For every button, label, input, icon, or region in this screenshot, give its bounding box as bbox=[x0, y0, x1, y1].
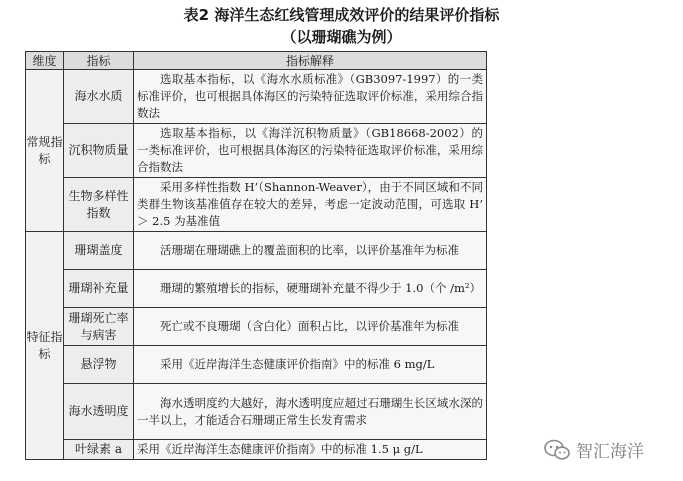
indicator-cell: 沉积物质量 bbox=[64, 124, 134, 178]
explanation-cell bbox=[134, 124, 487, 178]
wechat-logo-icon bbox=[544, 439, 570, 461]
table-row bbox=[26, 346, 487, 384]
indicator-cell: 珊瑚盖度 bbox=[64, 232, 134, 270]
explanation-cell bbox=[134, 384, 487, 440]
table-row bbox=[26, 232, 487, 270]
table-title: 表2 海洋生态红线管理成效评价的结果评价指标 bbox=[183, 6, 500, 24]
explanation-text: 采用《近岸海洋生态健康评价指南》中的标准 6 mg/L bbox=[160, 357, 435, 371]
explanation-cell bbox=[134, 70, 487, 124]
indicator-cell: 海水水质 bbox=[64, 70, 134, 124]
category-cell: 特征指标 bbox=[26, 232, 64, 460]
table-row bbox=[26, 440, 487, 460]
table-title-block bbox=[0, 4, 683, 48]
evaluation-table bbox=[25, 51, 487, 460]
table-row bbox=[26, 308, 487, 346]
indicator-cell: 珊瑚死亡率与病害 bbox=[64, 308, 134, 346]
explanation-text: 海水透明度约大越好，海水透明度应超过石珊瑚生长区域水深的一半以上，才能适合石珊瑚正常生长发育需求 bbox=[137, 395, 483, 427]
explanation-text: 珊瑚的繁殖增长的指标，硬珊瑚补充量不得少于 1.0（个 /m²） bbox=[160, 281, 481, 295]
indicator-cell: 生物多样性指数 bbox=[64, 178, 134, 232]
explanation-text: 活珊瑚在珊瑚礁上的覆盖面积的比率，以评价基准年为标准 bbox=[160, 243, 459, 257]
table-row bbox=[26, 178, 487, 232]
explanation-cell bbox=[134, 270, 487, 308]
table-row bbox=[26, 384, 487, 440]
indicator-cell: 珊瑚补充量 bbox=[64, 270, 134, 308]
watermark-text: 智汇海洋 bbox=[576, 442, 644, 462]
header-indicator: 指标 bbox=[64, 52, 134, 70]
explanation-text: 选取基本指标，以《海水水质标准》（GB3097-1997）的一类标准评价，也可根据具体海区的污染特征选取评价标准，采用综合指数法 bbox=[137, 72, 483, 120]
explanation-text: 选取基本指标，以《海洋沉积物质量》（GB18668-2002）的一类标准评价，也可根据具体海区的污染特征选取评价标准，采用综合指数法 bbox=[137, 126, 483, 174]
header-explanation: 指标解释 bbox=[134, 52, 487, 70]
indicator-cell: 海水透明度 bbox=[64, 384, 134, 440]
table-subtitle: （以珊瑚礁为例） bbox=[281, 28, 402, 46]
table-row bbox=[26, 70, 487, 124]
header-dimension: 维度 bbox=[26, 52, 64, 70]
explanation-text: 采用多样性指数 H’（Shannon-Weaver），由于不同区域和不同类群生物该基准值存在较大的差异，考虑一定波动范围，可选取 H’ ＞ 2.5 为基准值 bbox=[137, 180, 483, 228]
explanation-cell bbox=[134, 308, 487, 346]
header-row bbox=[26, 52, 487, 70]
explanation-cell bbox=[134, 440, 487, 460]
category-cell: 常规指标 bbox=[26, 70, 64, 232]
explanation-cell bbox=[134, 178, 487, 232]
watermark bbox=[544, 437, 644, 462]
explanation-text: 死亡或不良珊瑚（含白化）面积占比，以评价基准年为标准 bbox=[160, 319, 459, 333]
table-row bbox=[26, 124, 487, 178]
explanation-text: 采用《近岸海洋生态健康评价指南》中的标准 1.5 μ g/L bbox=[137, 442, 423, 456]
table-row bbox=[26, 270, 487, 308]
indicator-cell: 悬浮物 bbox=[64, 346, 134, 384]
explanation-cell bbox=[134, 346, 487, 384]
explanation-cell bbox=[134, 232, 487, 270]
indicator-cell: 叶绿素 a bbox=[64, 440, 134, 460]
